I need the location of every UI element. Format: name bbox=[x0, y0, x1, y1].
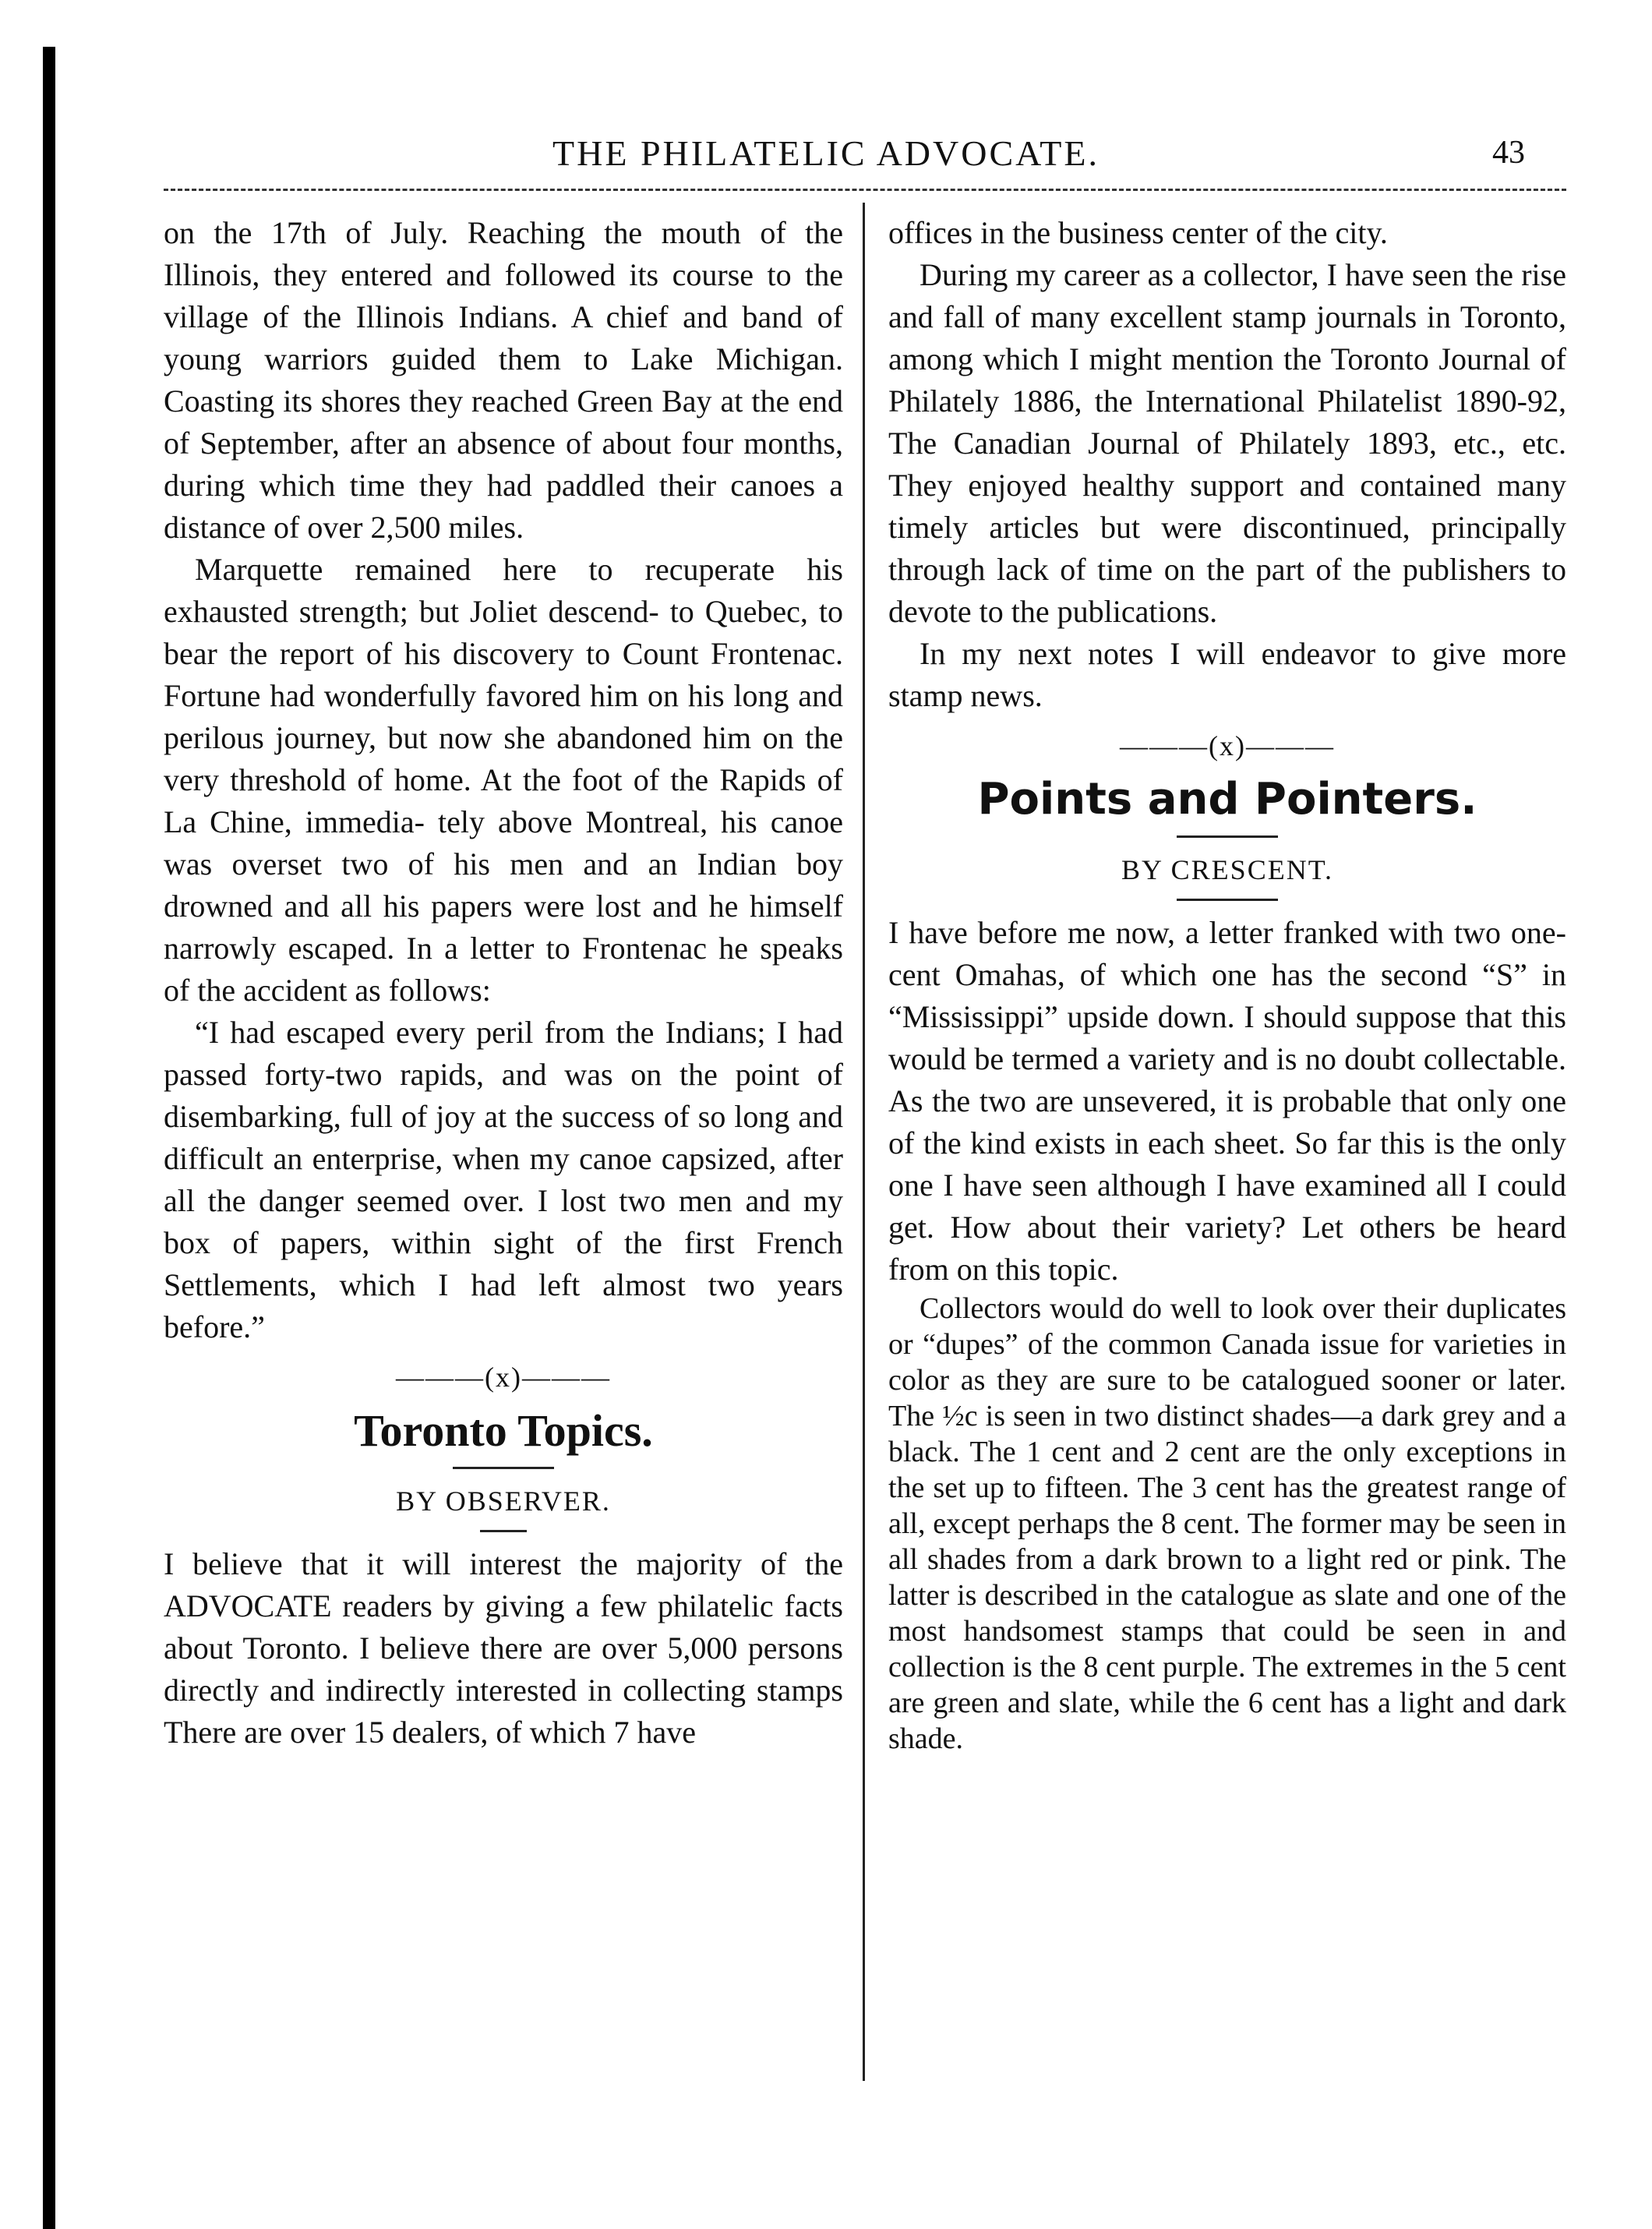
left-paragraph-3: I believe that it will interest the majority of the ADVOCATE readers by giving a few philatelic facts about Toronto. I believe there are over 5,000 persons directly and indirectly interested in collecting stamps There are over 15 dealers, of which 7 have bbox=[164, 1546, 843, 1750]
article-title-points-and-pointers: Points and Pointers. bbox=[977, 774, 1477, 825]
left-paragraph-1: on the 17th of July. Reaching the mouth of the Illinois, they entered and followed its course to the village of the Illinois Indians. A chief and band of young warriors guided them to Lake Michigan. Coasting its shores they reached Green Bay at the end of September, after an absence of about four months, during which time they had paddled their canoes a distance of over 2,500 miles. bbox=[164, 215, 843, 545]
article-title-toronto-topics: Toronto Topics. bbox=[354, 1405, 653, 1456]
left-quote: “I had escaped every peril from the Indians; I had passed forty-two rapids, and was on the point of disembarking, full of joy at the success of so long and difficult an enterprise, when my canoe capsized, after all the danger seemed over. I lost two men and my box of papers, within sight of the first French Settlements, which I had left almost two years before.” bbox=[164, 1015, 843, 1344]
right-paragraph-4: I have before me now, a letter franked with two one-cent Omahas, of which one has the second “S” in “Mississippi” upside down. I should suppose that this would be termed a variety and is no doubt collectable. As the two are unsevered, it is probable that only one of the kind exists in each sheet. So far this is the only one I have seen although I have examined all I could get. How about their variety? Let others be heard from on this topic. bbox=[888, 915, 1566, 1287]
page-number: 43 bbox=[1492, 135, 1525, 171]
byline-crescent: BY CRESCENT. bbox=[1121, 854, 1334, 885]
right-paragraph-1: offices in the business center of the city. bbox=[888, 215, 1388, 250]
byline-observer: BY OBSERVER. bbox=[396, 1485, 611, 1517]
binding-edge bbox=[43, 47, 55, 2229]
column-divider bbox=[863, 203, 865, 2081]
title-rule bbox=[1177, 835, 1278, 838]
right-column bbox=[888, 212, 1566, 1757]
running-head-title: THE PHILATELIC ADVOCATE. bbox=[552, 133, 1100, 173]
byline-rule bbox=[480, 1530, 527, 1532]
right-paragraph-3: In my next notes I will endeavor to give more stamp news. bbox=[888, 636, 1566, 713]
section-separator: ———(x)——— bbox=[396, 1362, 611, 1393]
left-paragraph-2: Marquette remained here to recuperate his exhausted strength; but Joliet descend- to Quebec, to bear the report of his discovery to Count Frontenac. Fortune had wonderfully favored him on his long and perilous journey, but now she abandoned him on the very threshold of home. At the foot of the Rapids of La Chine, immedia- tely above Montreal, his canoe was overset two of his men and an Indian boy drowned and all his papers were lost and he himself narrowly escaped. In a letter to Frontenac he speaks of the accident as follows: bbox=[164, 552, 843, 1008]
left-column bbox=[164, 212, 843, 1754]
right-paragraph-5: Collectors would do well to look over their duplicates or “dupes” of the common Canada issue for varieties in color as they are sure to be catalogued sooner or later. The ½c is seen in two distinct shades—a dark grey and a black. The 1 cent and 2 cent are the only exceptions in the set up to fifteen. The 3 cent has the greatest range of all, except perhaps the 8 cent. The former may be seen in all shades from a dark brown to a light red or pink. The latter is described in the catalogue as slate and one of the most handsomest stamps that could be seen in and collection is the 8 cent purple. The extremes in the 5 cent are green and slate, while the 6 cent has a light and dark shade. bbox=[888, 1292, 1566, 1755]
byline-rule bbox=[1177, 899, 1278, 901]
section-separator: ———(x)——— bbox=[1120, 730, 1335, 761]
title-rule bbox=[453, 1467, 554, 1469]
right-paragraph-2: During my career as a collector, I have seen the rise and fall of many excellent stamp journals in Toronto, among which I might mention the Toronto Journal of Philately 1886, the International Philatelist 1890-92, The Canadian Journal of Philately 1893, etc., etc. They enjoyed healthy support and contained many timely articles but were discontinued, principally through lack of time on the part of the publishers to devote to the publications. bbox=[888, 257, 1566, 629]
header-rule bbox=[164, 189, 1566, 191]
